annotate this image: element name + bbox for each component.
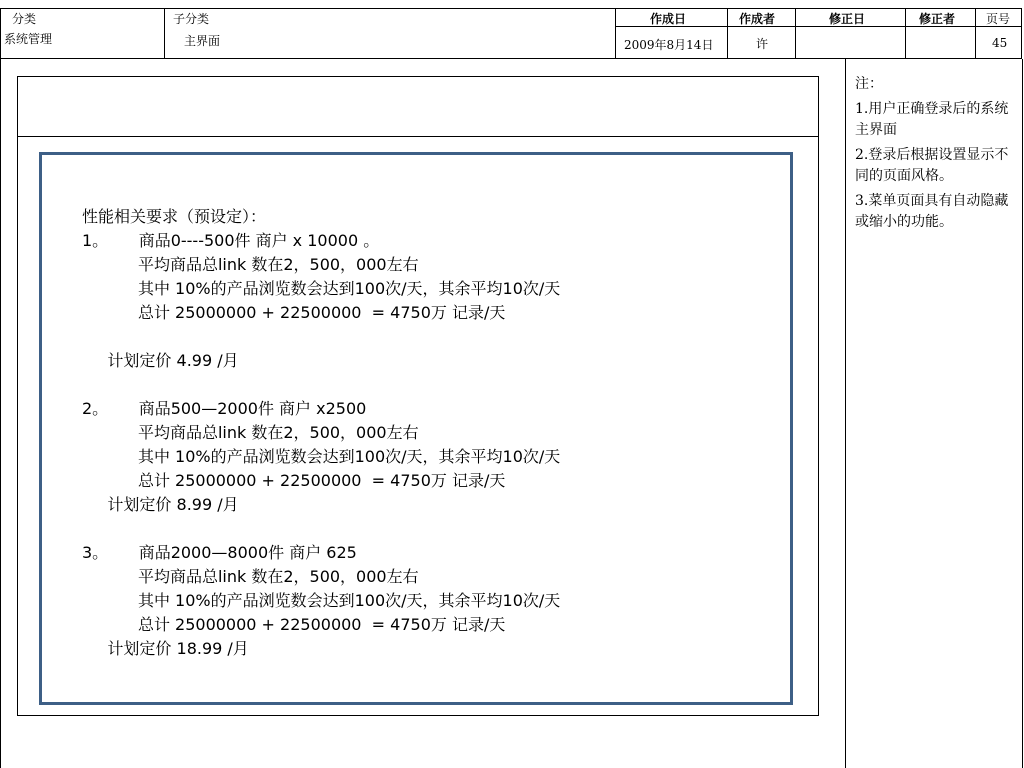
subcategory-value: 主界面 (184, 34, 221, 48)
performance-requirements (82, 205, 560, 661)
author-value: 许 (756, 37, 769, 51)
requirements-title: 性能相关要求（预设定）： (82, 207, 267, 226)
category-value: 系统管理 (4, 32, 53, 46)
page-right-border (1022, 59, 1023, 768)
notes-panel (855, 74, 1015, 237)
requirement-line: 计划定价 18.99 /月 (82, 639, 249, 658)
document-header (0, 8, 1022, 59)
requirement-line: 计划定价 8.99 /月 (82, 495, 239, 514)
mockup-header-divider (17, 136, 819, 137)
requirement-line: 2。 商品500—2000件 商户 x2500 (82, 399, 367, 418)
requirement-line: 其中 10%的产品浏览数会达到100次/天，其余平均10次/天 (82, 279, 561, 298)
requirement-line: 平均商品总link 数在2，500，000左右 (82, 255, 419, 274)
requirement-line: 其中 10%的产品浏览数会达到100次/天，其余平均10次/天 (82, 591, 561, 610)
category-label: 分类 (12, 12, 37, 26)
created-date-label: 作成日 (650, 12, 687, 26)
requirement-line: 其中 10%的产品浏览数会达到100次/天，其余平均10次/天 (82, 447, 561, 466)
created-date-value: 2009年8月14日 (624, 38, 714, 52)
requirement-line: 平均商品总link 数在2，500，000左右 (82, 567, 419, 586)
revised-date-label: 修正日 (829, 12, 866, 26)
requirement-line: 总计 25000000 + 22500000 = 4750万 记录/天 (82, 615, 506, 634)
note-item: 3.菜单页面具有自动隐藏或缩小的功能。 (855, 193, 1009, 230)
page-left-border (0, 59, 1, 768)
requirement-line: 3。 商品2000—8000件 商户 625 (82, 543, 357, 562)
requirement-line (82, 517, 560, 541)
page-number: 45 (992, 36, 1008, 50)
requirement-line: 平均商品总link 数在2，500，000左右 (82, 423, 419, 442)
author-label: 作成者 (739, 12, 776, 26)
notes-divider (845, 59, 846, 768)
page-label: 页号 (986, 12, 1011, 26)
notes-title: 注： (855, 76, 883, 92)
requirement-line: 1。 商品0----500件 商户 x 10000 。 (82, 231, 380, 250)
requirement-line (82, 325, 560, 349)
note-item: 2.登录后根据设置显示不同的页面风格。 (855, 147, 1009, 184)
requirement-line (82, 373, 560, 397)
requirement-line: 计划定价 4.99 /月 (82, 351, 239, 370)
reviser-label: 修正者 (919, 12, 956, 26)
subcategory-label: 子分类 (173, 12, 210, 26)
requirement-line: 总计 25000000 + 22500000 = 4750万 记录/天 (82, 471, 506, 490)
requirement-line: 总计 25000000 + 22500000 = 4750万 记录/天 (82, 303, 506, 322)
note-item: 1.用户正确登录后的系统主界面 (855, 101, 1009, 138)
